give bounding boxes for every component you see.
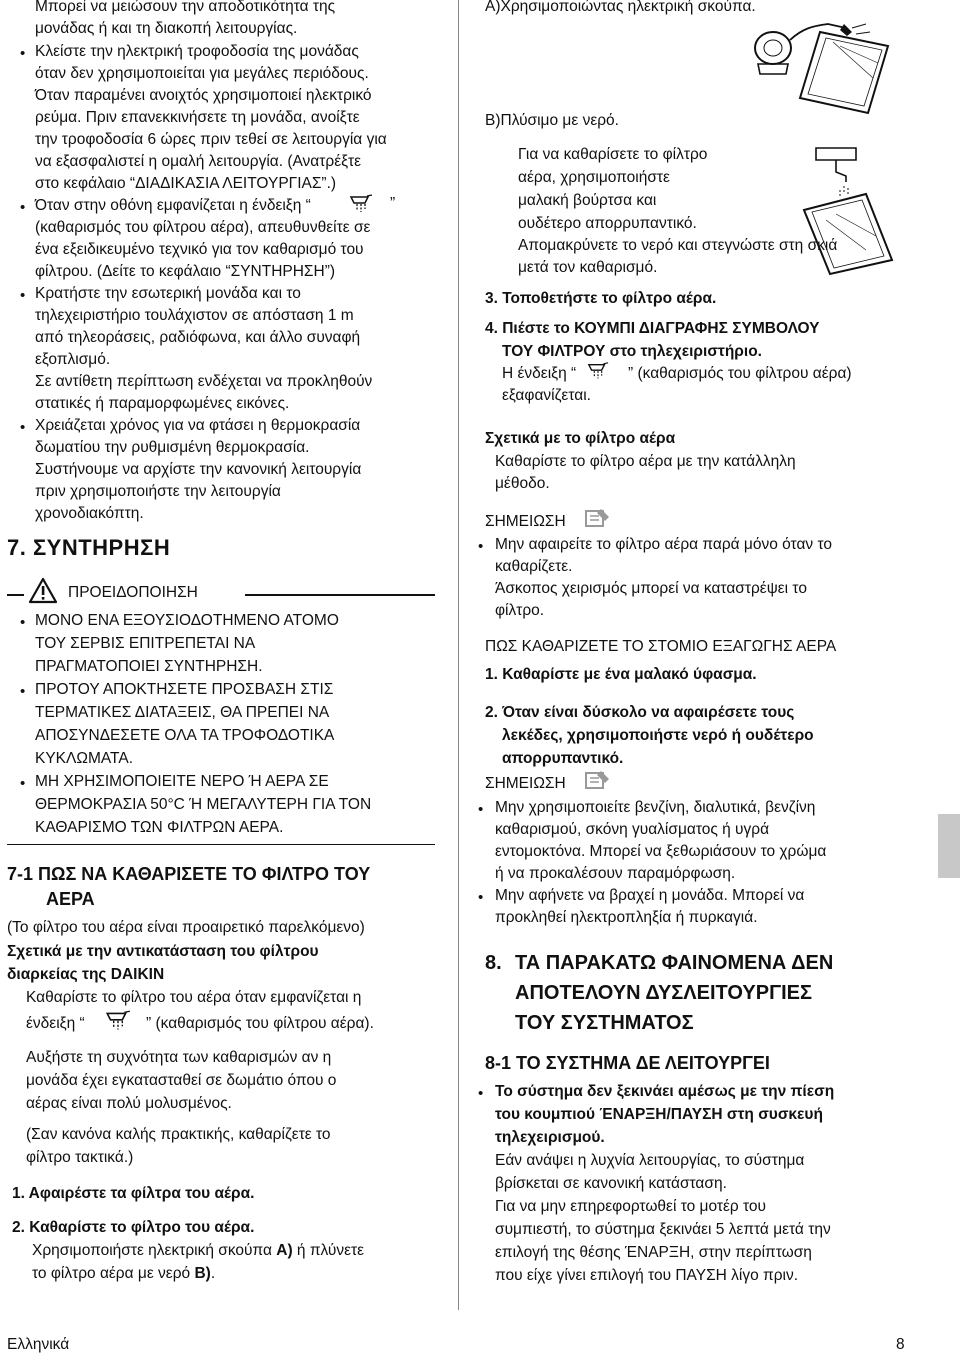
section-heading: ΤΑ ΠΑΡΑΚΑΤΩ ΦΑΙΝΟΜΕΝΑ ΔΕΝ: [515, 952, 834, 974]
step: 3. Τοποθετήστε το φίλτρο αέρα.: [485, 290, 717, 307]
text-line: Όταν στην οθόνη εμφανίζεται η ένδειξη “: [35, 197, 311, 214]
text-line: Μπορεί να μειώσουν την αποδοτικότητα της: [35, 0, 336, 15]
bold-line: διαρκείας της DAIKIN: [7, 966, 165, 983]
text-line: από τηλεοράσεις, ραδιόφωνα, και άλλο συναφή: [35, 329, 361, 346]
label-a: Α)Χρησιμοποιώντας ηλεκτρική σκούπα.: [485, 0, 756, 15]
text-line: προκληθεί ηλεκτροπληξία ή πυρκαγιά.: [495, 909, 758, 926]
warning-line: ΑΠΟΣΥΝΔΕΣΕΤΕ ΟΛΑ ΤΑ ΤΡΟΦΟΔΟΤΙΚΑ: [35, 727, 335, 744]
bullet: •: [20, 45, 26, 62]
text-line: Κρατήστε την εσωτερική μονάδα και το: [35, 285, 301, 302]
text-line: που είχε γίνει επιλογή του ΠΑΥΣΗ λίγο πριν.: [495, 1267, 799, 1284]
text-line: Μην αφαιρείτε το φίλτρο αέρα παρά μόνο όταν το: [495, 536, 833, 553]
bullet: •: [20, 287, 26, 304]
step-cont: απορρυπαντικό.: [502, 750, 624, 767]
text-line: Καθαρίστε το φίλτρο αέρα με την κατάλληλη: [495, 453, 796, 470]
step: 1. Καθαρίστε με ένα μαλακό ύφασμα.: [485, 666, 757, 683]
warning-bottom-rule: [7, 844, 435, 845]
text-line: ρεύμα. Πριν επανεκκινήσετε τη μονάδα, ανοίξτε: [35, 109, 360, 126]
text-line: μαλακή βούρτσα και: [518, 192, 657, 209]
text-line: Απομακρύνετε το νερό και στεγνώστε στη σκιά: [518, 237, 838, 254]
warning-line: ΜΗ ΧΡΗΣΙΜΟΠΟΙΕΙΤΕ ΝΕΡΟ Ή ΑΕΡΑ ΣΕ: [35, 773, 329, 790]
text-line: εξαφανίζεται.: [502, 387, 591, 404]
text-line: Αυξήστε τη συχνότητα των καθαρισμών αν η: [26, 1049, 332, 1066]
text-line: Χρησιμοποιήστε ηλεκτρική σκούπα Α) ή πλύνετε: [32, 1242, 365, 1259]
text-line: πριν χρησιμοποιήστε την λειτουργία: [35, 483, 281, 500]
warning-rule-right: [245, 594, 435, 596]
text-line: μονάδας ή και τη διακοπή λειτουργίας.: [35, 20, 298, 37]
text-line: φίλτρο.: [495, 602, 545, 619]
subsection-heading-cont: ΑΕΡΑ: [46, 889, 95, 909]
filter-cleaning-icon: [586, 361, 610, 383]
text-line: εξοπλισμό.: [35, 351, 111, 368]
text-line: το φίλτρο αέρα με νερό Β).: [32, 1265, 216, 1282]
section-heading: ΤΟΥ ΣΥΣΤΗΜΑΤΟΣ: [515, 1012, 694, 1034]
footer-language: Ελληνικά: [7, 1336, 70, 1353]
text-line: συμπιεστή, το σύστημα ξεκινάει 5 λεπτά μετά την: [495, 1221, 831, 1238]
note-icon: [583, 769, 611, 791]
warning-line: ΤΟΥ ΣΕΡΒΙΣ ΕΠΙΤΡΕΠΕΤΑΙ ΝΑ: [35, 635, 256, 652]
bullet: •: [478, 1085, 484, 1102]
text-line: αέρα, χρησιμοποιήστε: [518, 169, 670, 186]
warning-line: ΠΡΑΓΜΑΤΟΠΟΙΕΙ ΣΥΝΤΗΡΗΣΗ.: [35, 658, 263, 675]
text-line: φίλτρο τακτικά.): [26, 1149, 134, 1166]
warning-line: ΜΟΝΟ ΕΝΑ ΕΞΟΥΣΙΟΔΟΤΗΜΕΝΟ ΑΤΟΜΟ: [35, 612, 339, 629]
step-cont: ΤΟΥ ΦΙΛΤΡΟΥ στο τηλεχειριστήριο.: [502, 343, 762, 360]
text-line: Μην αφήνετε να βραχεί η μονάδα. Μπορεί να: [495, 887, 805, 904]
section-number: 8.: [485, 952, 502, 974]
bold-heading: Σχετικά με το φίλτρο αέρα: [485, 430, 676, 447]
text-line: δωματίου την ρυθμισμένη θερμοκρασία.: [35, 439, 310, 456]
text-line: Η ένδειξη “: [502, 365, 577, 382]
bullet: •: [478, 889, 484, 906]
bold-line: του κουμπιού ΈΝΑΡΞΗ/ΠΑΥΣΗ στη συσκευή: [495, 1106, 823, 1123]
text-line: Σε αντίθετη περίπτωση ενδέχεται να προκληθούν: [35, 373, 373, 390]
text-line: μέθοδο.: [495, 475, 550, 492]
text-line: ουδέτερο απορρυπαντικό.: [518, 215, 697, 232]
text-line: καθαρίζετε.: [495, 558, 573, 575]
warning-line: ΚΥΚΛΩΜΑΤΑ.: [35, 750, 134, 767]
bullet: •: [20, 199, 26, 216]
language-tab-marker: [938, 814, 960, 878]
bullet: •: [20, 775, 26, 792]
subsection-heading: 7-1 ΠΩΣ ΝΑ ΚΑΘΑΡΙΣΕΤΕ ΤΟ ΦΙΛΤΡΟ ΤΟΥ: [7, 864, 371, 884]
text-line: Όταν παραμένει ανοιχτός χρησιμοποιεί ηλεκτρικό: [35, 87, 372, 104]
warning-line: ΚΑΘΑΡΙΣΜΟ ΤΩΝ ΦΙΛΤΡΩΝ ΑΕΡΑ.: [35, 819, 284, 836]
subsection-heading: 8-1 ΤΟ ΣΥΣΤΗΜΑ ΔΕ ΛΕΙΤΟΥΡΓΕΙ: [485, 1053, 770, 1073]
text-line: φίλτρου. (Δείτε το κεφάλαιο “ΣΥΝΤΗΡΗΣΗ”): [35, 263, 336, 280]
bullet: •: [20, 614, 26, 631]
text-line: ένα εξειδικευμένο τεχνικό για τον καθαρισμό του: [35, 241, 364, 258]
warning-line: ΠΡΟΤΟΥ ΑΠΟΚΤΗΣΕΤΕ ΠΡΟΣΒΑΣΗ ΣΤΙΣ: [35, 681, 334, 698]
filter-cleaning-icon: [348, 193, 374, 217]
text-line: μετά τον καθαρισμό.: [518, 259, 658, 276]
bullet: •: [478, 538, 484, 555]
text-line: στατικές ή παραμορφωμένες εικόνες.: [35, 395, 290, 412]
filter-cleaning-icon: [104, 1009, 132, 1035]
text-line: (Σαν κανόνα καλής πρακτικής, καθαρίζετε το: [26, 1126, 331, 1143]
bold-line: Το σύστημα δεν ξεκινάει αμέσως με την πίεση: [495, 1083, 835, 1100]
note-title: ΣΗΜΕΙΩΣΗ: [485, 775, 566, 792]
warning-line: ΤΕΡΜΑΤΙΚΕΣ ΔΙΑΤΑΞΕΙΣ, ΘΑ ΠΡΕΠΕΙ ΝΑ: [35, 704, 330, 721]
text-line: ένδειξη “: [26, 1015, 85, 1032]
section-heading: ΑΠΟΤΕΛΟΥΝ ΔΥΣΛΕΙΤΟΥΡΓΙΕΣ: [515, 982, 812, 1004]
text-line: χρονοδιακόπτη.: [35, 505, 144, 522]
text-line: την τροφοδοσία 6 ώρες πριν τεθεί σε λειτουργία για: [35, 131, 387, 148]
text-line: Καθαρίστε το φίλτρο του αέρα όταν εμφανίζεται η: [26, 989, 362, 1006]
text-line: Μην χρησιμοποιείτε βενζίνη, διαλυτικά, βενζίνη: [495, 799, 816, 816]
text-line: στο κεφάλαιο “ΔΙΑΔΙΚΑΣΙΑ ΛΕΙΤΟΥΡΓΙΑΣ”.): [35, 175, 337, 192]
text-line: Εάν ανάψει η λυχνία λειτουργίας, το σύστημα: [495, 1152, 805, 1169]
step: 2. Καθαρίστε το φίλτρο του αέρα.: [12, 1219, 255, 1236]
text-line: ” (καθαρισμός του φίλτρου αέρα): [628, 365, 852, 382]
text-line: ή να προκαλέσουν παραμόρφωση.: [495, 865, 736, 882]
section-heading: 7. ΣΥΝΤΗΡΗΣΗ: [7, 535, 171, 560]
text-line: Για να καθαρίσετε το φίλτρο: [518, 146, 708, 163]
vacuum-cleaner-illustration: [748, 18, 898, 116]
text-line: επιλογή της θέσης ΈΝΑΡΞΗ, στην περίπτωση: [495, 1244, 812, 1261]
bullet: •: [478, 801, 484, 818]
text-line: Συστήνουμε να αρχίστε την κανονική λειτουργία: [35, 461, 362, 478]
text-line: βρίσκεται σε κανονική κατάσταση.: [495, 1175, 727, 1192]
text-line: να εξασφαλιστεί η ομαλή λειτουργία. (Ανατρέξτε: [35, 153, 362, 170]
text-line: Χρειάζεται χρόνος για να φτάσει η θερμοκρασία: [35, 417, 361, 434]
step: 2. Όταν είναι δύσκολο να αφαιρέσετε τους: [485, 704, 795, 721]
bold-line: τηλεχειρισμού.: [495, 1129, 605, 1146]
text-line: Για να μην επηρεφορτωθεί το μοτέρ του: [495, 1198, 767, 1215]
warning-rule-left: [7, 594, 24, 596]
text-line: όταν δεν χρησιμοποιείται για μεγάλες περιόδους.: [35, 65, 369, 82]
bold-line: Σχετικά με την αντικατάσταση του φίλτρου: [7, 943, 319, 960]
warning-line: ΘΕΡΜΟΚΡΑΣΙΑ 50°C Ή ΜΕΓΑΛΥΤΕΡΗ ΓΙΑ ΤΟΝ: [35, 796, 372, 813]
note-title: ΣΗΜΕΙΩΣΗ: [485, 513, 566, 530]
text-line: τηλεχειριστήριο τουλάχιστον σε απόσταση 1 m: [35, 307, 354, 324]
bullet: •: [20, 419, 26, 436]
label-b: Β)Πλύσιμο με νερό.: [485, 112, 619, 129]
step: 4. Πιέστε το ΚΟΥΜΠΙ ΔΙΑΓΡΑΦΗΣ ΣΥΜΒΟΛΟΥ: [485, 320, 820, 337]
footer-page-number: 8: [896, 1336, 905, 1353]
warning-title: ΠΡΟΕΙΔΟΠΟΙΗΣΗ: [68, 584, 198, 601]
text-line: ” (καθαρισμός του φίλτρου αέρα).: [146, 1015, 374, 1032]
text-line: Κλείστε την ηλεκτρική τροφοδοσία της μονάδας: [35, 43, 359, 60]
text-line: (καθαρισμός του φίλτρου αέρα), απευθυνθείτε σε: [35, 219, 371, 236]
warning-triangle-icon: [28, 577, 58, 604]
bullet: •: [20, 683, 26, 700]
text-line: ”: [390, 195, 396, 212]
text-line: Άσκοπος χειρισμός μπορεί να καταστρέψει το: [495, 580, 807, 597]
text-line: μονάδα έχει εγκατασταθεί σε δωμάτιο όπου ο: [26, 1072, 337, 1089]
step: 1. Αφαιρέστε τα φίλτρα του αέρα.: [12, 1185, 255, 1202]
text-line: (Το φίλτρο του αέρα είναι προαιρετικό παρελκόμενο): [7, 919, 365, 936]
column-divider: [458, 0, 459, 1310]
text-line: καθαρισμού, σκόνη γυαλίσματος ή υγρά: [495, 821, 770, 838]
text-line: εντομοκτόνα. Μπορεί να ξεθωριάσουν το χρώμα: [495, 843, 827, 860]
step-cont: λεκέδες, χρησιμοποιήστε νερό ή ουδέτερο: [502, 727, 814, 744]
subheading: ΠΩΣ ΚΑΘΑΡΙΖΕΤΕ ΤΟ ΣΤΟΜΙΟ ΕΞΑΓΩΓΗΣ ΑΕΡΑ: [485, 638, 837, 655]
text-line: αέρας είναι πολύ μολυσμένος.: [26, 1095, 232, 1112]
note-icon: [583, 507, 611, 529]
